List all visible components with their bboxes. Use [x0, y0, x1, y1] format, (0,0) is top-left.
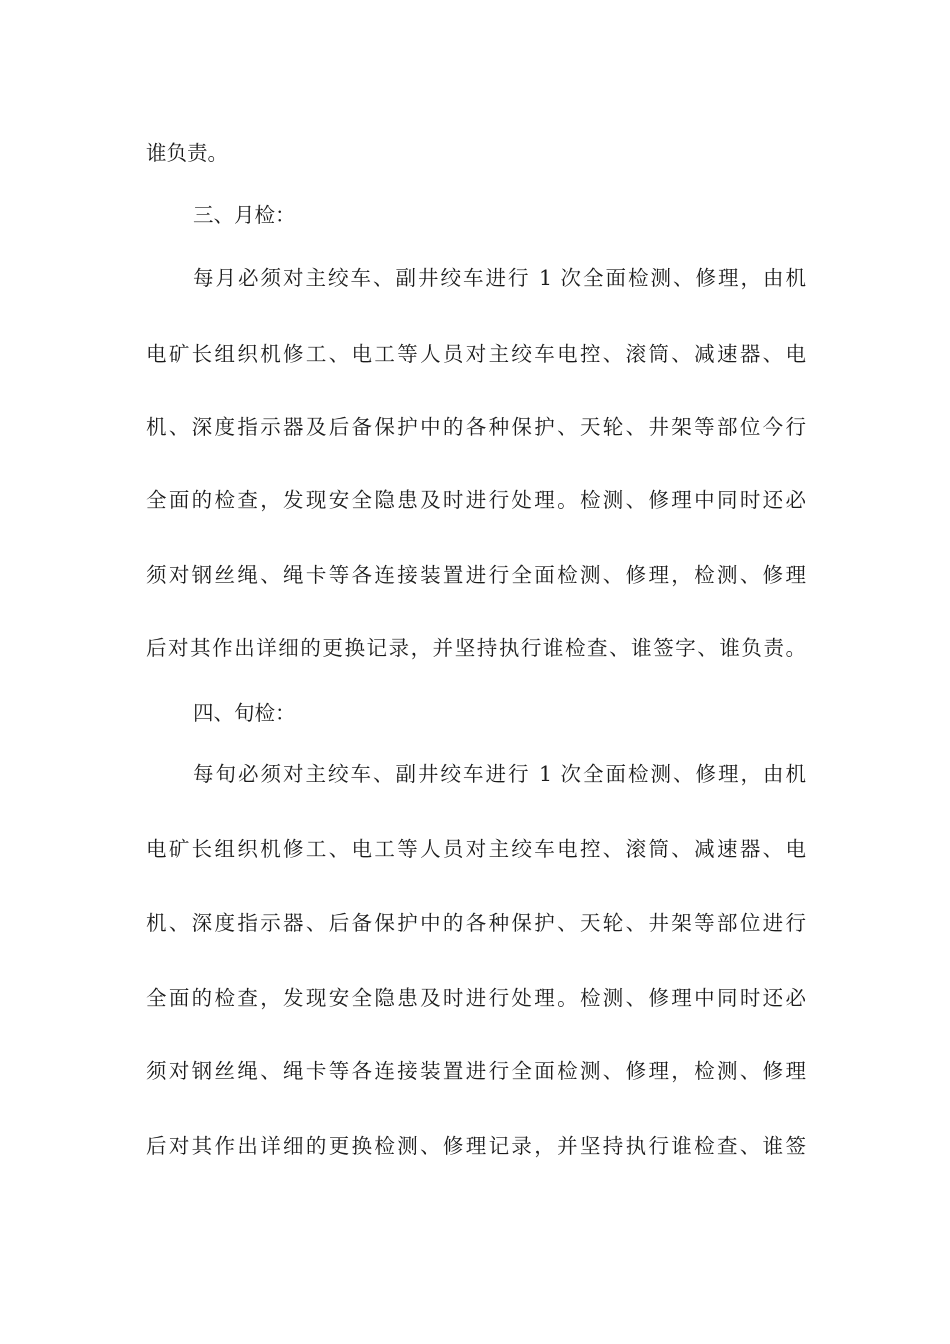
paragraph-line: 全面的检查，发现安全隐患及时进行处理。检测、修理中同时还必: [146, 986, 806, 1010]
paragraph-line: 全面的检查，发现安全隐患及时进行处理。检测、修理中同时还必: [146, 488, 806, 512]
paragraph-line: 电矿长组织机修工、电工等人员对主绞车电控、滚筒、减速器、电: [146, 837, 806, 861]
paragraph-line: 每旬必须对主绞车、副井绞车进行 1 次全面检测、修理，由机: [193, 762, 806, 786]
section-heading-monthly: 三、月检：: [193, 203, 296, 227]
paragraph-line-tail: 谁负责。: [146, 141, 228, 165]
paragraph-line: 后对其作出详细的更换检测、修理记录，并坚持执行谁检查、谁签: [146, 1134, 806, 1158]
paragraph-line: 后对其作出详细的更换记录，并坚持执行谁检查、谁签字、谁负责。: [146, 636, 806, 660]
paragraph-line: 机、深度指示器、后备保护中的各种保护、天轮、井架等部位进行: [146, 911, 806, 935]
paragraph-line: 须对钢丝绳、绳卡等各连接装置进行全面检测、修理，检测、修理: [146, 1059, 806, 1083]
paragraph-line: 电矿长组织机修工、电工等人员对主绞车电控、滚筒、减速器、电: [146, 342, 806, 366]
section-heading-ten-day: 四、旬检：: [193, 701, 296, 725]
paragraph-line: 须对钢丝绳、绳卡等各连接装置进行全面检测、修理，检测、修理: [146, 563, 806, 587]
paragraph-line: 每月必须对主绞车、副井绞车进行 1 次全面检测、修理，由机: [193, 266, 806, 290]
paragraph-line: 机、深度指示器及后备保护中的各种保护、天轮、井架等部位今行: [146, 415, 806, 439]
